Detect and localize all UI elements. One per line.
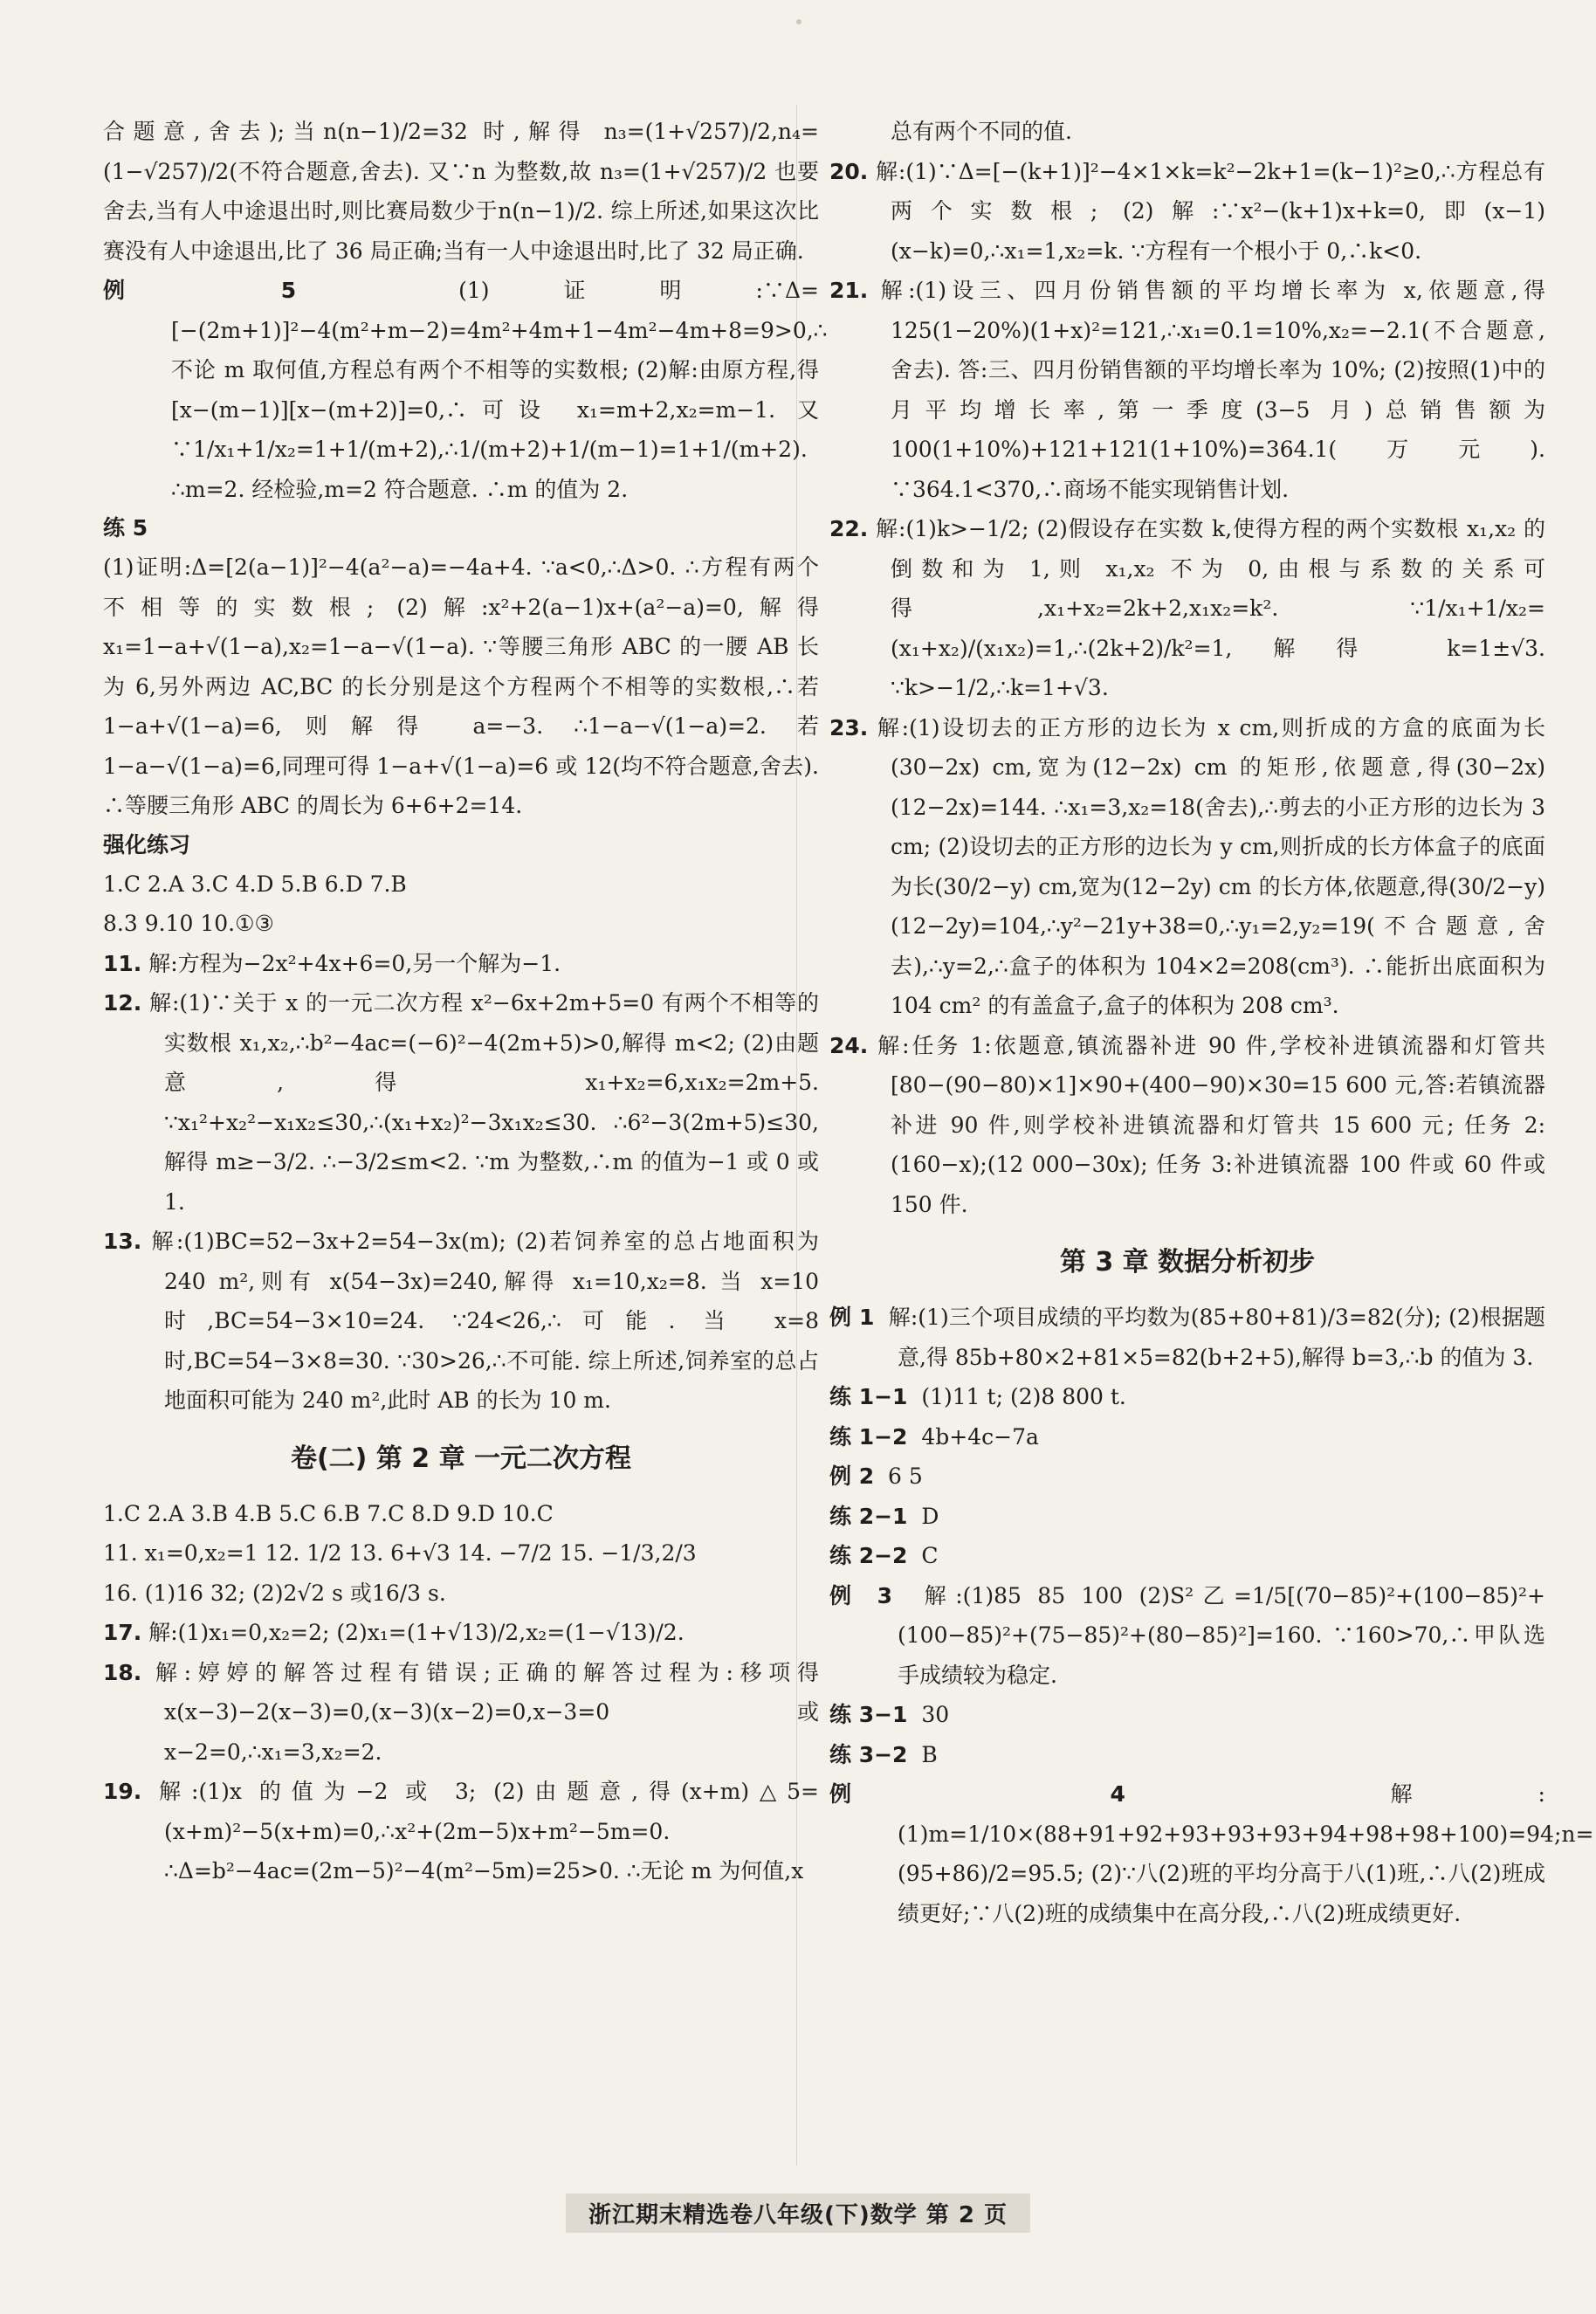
practice-1-2-label: 练 1−2	[829, 1423, 908, 1450]
answers-row-1: 1.C 2.A 3.C 4.D 5.B 6.D 7.B	[103, 871, 407, 897]
chapter-2-question-17-text: 解:(1)x₁=0,x₂=2; (2)x₁=(1+√13)/2,x₂=(1−√13)/2.	[148, 1620, 684, 1645]
chapter-2-answers-row-2: 11. x₁=0,x₂=1 12. 1/2 13. 6+√3 14. −7/2 15. −1/3,2/3	[103, 1540, 697, 1566]
chapter-2-question-19	[103, 1772, 819, 1891]
example-4-label: 例 4	[829, 1781, 1125, 1807]
practice-2-2-label: 练 2−2	[829, 1543, 908, 1568]
practice-3-2	[829, 1735, 1545, 1775]
question-11-label: 11.	[103, 950, 142, 976]
practice-2-1-label: 练 2−1	[829, 1503, 908, 1529]
answers-row-2: 8.3 9.10 10.①③	[103, 911, 274, 936]
practice-2-2-text: C	[921, 1543, 939, 1568]
footer-title: 浙江期末精选卷八年级(下)数学 第 2 页	[566, 2193, 1030, 2233]
strengthen-practice-title: 强化练习	[103, 831, 191, 857]
practice-1-1-label: 练 1−1	[829, 1384, 908, 1409]
chapter-2-question-18-text: 解:婷婷的解答过程有错误;正确的解答过程为:移项得 x(x−3)−2(x−3)=0,(x−3)(x−2)=0,x−3=0 或 x−2=0,∴x₁=3,x₂=2.	[155, 1659, 819, 1765]
example-1-text: 解:(1)三个项目成绩的平均数为(85+80+81)/3=82(分); (2)根据题意,得 85b+80×2+81×5=82(b+2+5),解得 b=3,∴b 的值为 3.	[888, 1305, 1545, 1370]
question-12-text: 解:(1)∵关于 x 的一元二次方程 x²−6x+2m+5=0 有两个不相等的实数根 x₁,x₂,∴b²−4ac=(−6)²−4(2m+5)>0,解得 m<2; (2)由题意,得 x₁+x₂=6,x₁x₂=2m+5. ∵x₁²+x₂²−x₁x₂≤30,∴(x₁+x₂)²−3x₁x₂≤30. ∴6²−3(2m+5)≤30,解得 m≥−3/2. ∴−3/2≤m<2. ∵m 为整数,∴m 的值为−1 或 0 或 1.	[149, 990, 819, 1215]
practice-1-1-text: (1)11 t; (2)8 800 t.	[921, 1384, 1126, 1409]
question-20	[829, 152, 1545, 272]
chapter-2-question-19-label: 19.	[103, 1779, 142, 1804]
practice-1-2	[829, 1417, 1545, 1457]
question-24-text: 解:任务 1:依题意,镇流器补进 90 件,学校补进镇流器和灯管共[80−(90−80)×1]×90+(400−90)×30=15 600 元,答:若镇流器补进 90 件,则学校补进镇流器和灯管共 15 600 元; 任务 2:(160−x);(12 000−30x); 任务 3:补进镇流器 100 件或 60 件或 150 件.	[877, 1032, 1545, 1217]
example-4	[829, 1774, 1594, 1933]
chapter-2-answers-row-3: 16. (1)16 32; (2)2√2 s 或16/3 s.	[103, 1580, 446, 1606]
example-5-label: 例 5	[103, 278, 297, 303]
question-13	[103, 1222, 819, 1421]
question-13-text: 解:(1)BC=52−3x+2=54−3x(m); (2)若饲养室的总占地面积为 240 m²,则有 x(54−3x)=240,解得 x₁=10,x₂=8. 当 x=10 时,BC=54−3×10=24. ∵24<26,∴可能. 当 x=8 时,BC=54−3×8=30. ∵30>26,∴不可能. 综上所述,饲养室的总占地面积可能为 240 m²,此时 AB 的长为 10 m.	[151, 1229, 819, 1413]
practice-3-1-label: 练 3−1	[829, 1702, 908, 1727]
question-12-label: 12.	[103, 990, 142, 1016]
chapter-2-question-18	[103, 1653, 819, 1773]
continued-paragraph: 合题意,舍去);当n(n−1)/2=32 时,解得 n₃=(1+√257)/2,n₄=(1−√257)/2(不符合题意,舍去). 又∵n 为整数,故 n₃=(1+√257)/2 也要舍去,当有人中途退出时,则比赛局数少于n(n−1)/2. 综上所述,如果这次比赛没有人中途退出,比了 36 局正确;当有一人中途退出时,比了 32 局正确.	[103, 119, 819, 264]
practice-1-1	[829, 1377, 1545, 1417]
question-22-text: 解:(1)k>−1/2; (2)假设存在实数 k,使得方程的两个实数根 x₁,x₂ 的倒数和为 1,则 x₁,x₂ 不为 0,由根与系数的关系可得,x₁+x₂=2k+2,x₁x₂=k². ∵1/x₁+1/x₂=(x₁+x₂)/(x₁x₂)=1,∴(2k+2)/k²=1,解得 k=1±√3. ∵k>−1/2,∴k=1+√3.	[876, 516, 1545, 700]
page-fold-mark	[796, 19, 801, 24]
practice-5-text: (1)证明:Δ=[2(a−1)]²−4(a²−a)=−4a+4. ∵a<0,∴Δ>0. ∴方程有两个不相等的实数根; (2)解:x²+2(a−1)x+(a²−a)=0,解得 x₁=1−a+√(1−a),x₂=1−a−√(1−a). ∵等腰三角形 ABC 的一腰 AB 长为 6,另外两边 AC,BC 的长分别是这个方程两个不相等的实数根,∴若 1−a+√(1−a)=6,则解得 a=−3. ∴1−a−√(1−a)=2. 若 1−a−√(1−a)=6,同理可得 1−a+√(1−a)=6 或 12(均不符合题意,舍去). ∴等腰三角形 ABC 的周长为 6+6+2=14.	[103, 554, 819, 818]
example-2-text: 6 5	[888, 1463, 923, 1489]
chapter-3-title: 第 3 章 数据分析初步	[1059, 1247, 1316, 1278]
chapter-2-question-17	[103, 1613, 819, 1653]
question-13-label: 13.	[103, 1229, 142, 1254]
practice-2-2	[829, 1536, 1545, 1576]
question-23	[829, 708, 1545, 1026]
chapter-2-question-17-label: 17.	[103, 1620, 142, 1645]
example-1-label: 例 1	[829, 1305, 875, 1330]
question-21-text: 解:(1)设三、四月份销售额的平均增长率为 x,依题意,得 125(1−20%)(1+x)²=121,∴x₁=0.1=10%,x₂=−2.1(不合题意,舍去). 答:三、四月份销售额的平均增长率为 10%; (2)按照(1)中的月平均增长率,第一季度(3−5 月)总销售额为 100(1+10%)+121+121(1+10%)=364.1(万元). ∵364.1<370,∴商场不能实现销售计划.	[880, 278, 1545, 502]
example-4-text: 解:(1)m=1/10×(88+91+92+93+93+93+94+98+98+100)=94;n=(95+86)/2=95.5; (2)∵八(2)班的平均分高于八(1)班,∴八(2)班成绩更好;∵八(2)班的成绩集中在高分段,∴八(2)班成绩更好.	[898, 1781, 1594, 1926]
question-22	[829, 509, 1545, 708]
chapter-2-question-18-label: 18.	[103, 1659, 142, 1685]
example-5-text: (1)证明:∵Δ=[−(2m+1)]²−4(m²+m−2)=4m²+4m+1−4m²−4m+8=9>0,∴不论 m 取何值,方程总有两个不相等的实数根; (2)解:由原方程,得[x−(m−1)][x−(m+2)]=0,∴可设 x₁=m+2,x₂=m−1. 又∵1/x₁+1/x₂=1+1/(m+2),∴1/(m+2)+1/(m−1)=1+1/(m+2). ∴m=2. 经检验,m=2 符合题意. ∴m 的值为 2.	[171, 278, 828, 502]
practice-1-2-text: 4b+4c−7a	[921, 1423, 1039, 1450]
example-5	[103, 271, 828, 509]
chapter-2-question-19-text: 解:(1)x 的值为−2 或 3; (2)由题意,得(x+m)△5=(x+m)²−5(x+m)=0,∴x²+(2m−5)x+m²−5m=0. ∴Δ=b²−4ac=(2m−5)²−4(m²−5m)=25>0. ∴无论 m 为何值,x	[159, 1779, 819, 1884]
practice-3-2-text: B	[921, 1741, 938, 1767]
question-12	[103, 983, 819, 1222]
left-column	[103, 112, 828, 1891]
question-11	[103, 944, 819, 984]
question-23-text: 解:(1)设切去的正方形的边长为 x cm,则折成的方盒的底面为长(30−2x) cm,宽为(12−2x) cm 的矩形,依题意,得(30−2x)(12−2x)=144. ∴x₁=3,x₂=18(舍去),∴剪去的小正方形的边长为 3 cm; (2)设切去的正方形的边长为 y cm,则折成的长方体盒子的底面为长(30/2−y) cm,宽为(12−2y) cm 的长方体,依题意,得(30/2−y)(12−2y)=104,∴y²−21y+38=0,∴y₁=2,y₂=19(不合题意,舍去),∴y=2,∴盒子的体积为 104×2=208(cm³). ∴能折出底面积为 104 cm² 的有盖盒子,盒子的体积为 208 cm³.	[877, 714, 1545, 1018]
question-21	[829, 271, 1545, 509]
right-column	[829, 112, 1594, 1933]
question-20-label: 20.	[829, 158, 869, 184]
question-24	[829, 1026, 1545, 1225]
question-20-text: 解:(1)∵Δ=[−(k+1)]²−4×1×k=k²−2k+1=(k−1)²≥0,∴方程总有两个实数根; (2)解:∵x²−(k+1)x+k=0,即(x−1)(x−k)=0,∴x₁=1,x₂=k. ∵方程有一个根小于 0,∴k<0.	[876, 158, 1545, 264]
question-21-label: 21.	[829, 278, 869, 303]
practice-3-2-label: 练 3−2	[829, 1741, 908, 1767]
question-24-label: 24.	[829, 1032, 869, 1058]
practice-2-1-text: D	[921, 1503, 939, 1529]
question-22-label: 22.	[829, 516, 869, 541]
example-3-text: 解:(1)85 85 100 (2)S²乙=1/5[(70−85)²+(100−85)²+(100−85)²+(75−85)²+(80−85)²]=160. ∵160>70,∴甲队选手成绩较为稳定.	[898, 1582, 1545, 1688]
example-2-label: 例 2	[829, 1463, 875, 1489]
practice-2-1	[829, 1497, 1545, 1537]
example-2	[829, 1457, 1545, 1497]
question-11-text: 解:方程为−2x²+4x+6=0,另一个解为−1.	[148, 950, 561, 976]
practice-3-1-text: 30	[921, 1702, 950, 1727]
practice-3-1	[829, 1695, 1545, 1735]
question-23-label: 23.	[829, 714, 869, 740]
example-3-label: 例 3	[829, 1582, 892, 1608]
practice-5-title: 练 5	[103, 515, 148, 541]
page-footer	[0, 2193, 1596, 2233]
chapter-2-answers-row-1: 1.C 2.A 3.B 4.B 5.C 6.B 7.C 8.D 9.D 10.C	[103, 1500, 554, 1526]
example-3	[829, 1576, 1545, 1696]
continued-line: 总有两个不同的值.	[891, 119, 1072, 144]
chapter-2-title: 卷(二) 第 2 章 一元二次方程	[290, 1443, 632, 1474]
example-1	[829, 1298, 1545, 1377]
